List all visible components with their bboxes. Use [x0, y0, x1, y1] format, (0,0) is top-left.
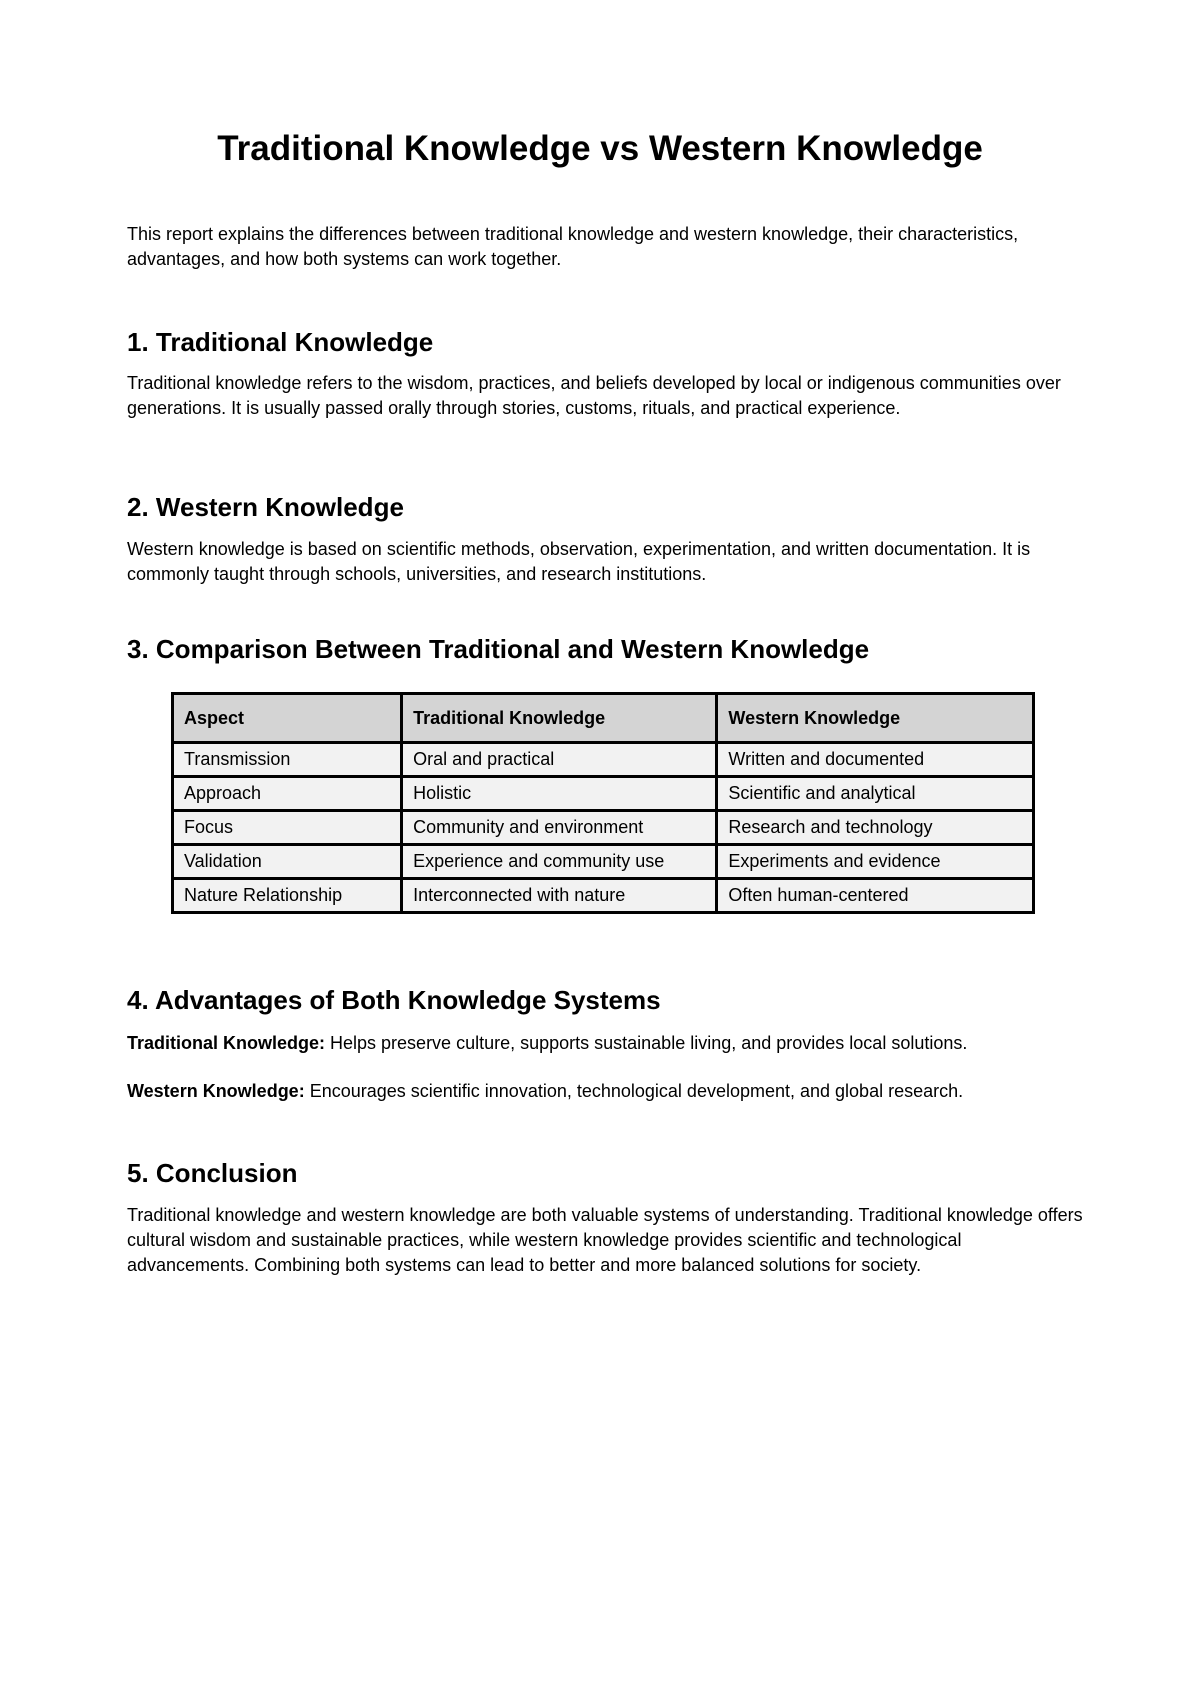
- table-cell: Scientific and analytical: [717, 777, 1034, 811]
- comparison-table: [171, 692, 1035, 914]
- advantage-traditional: [127, 1031, 1107, 1056]
- table-cell: Transmission: [173, 743, 402, 777]
- table-cell: Focus: [173, 811, 402, 845]
- table-cell: Often human-centered: [717, 879, 1034, 913]
- table-header-cell: Western Knowledge: [717, 694, 1034, 743]
- table-header-cell: Traditional Knowledge: [402, 694, 717, 743]
- table-cell: Holistic: [402, 777, 717, 811]
- section-heading-advantages: 4. Advantages of Both Knowledge Systems: [127, 985, 661, 1015]
- section-body-traditional: Traditional knowledge refers to the wisdom, practices, and beliefs developed by local or indigenous communities over generations. It is usually passed orally through stories, customs, rituals, and practical experience.: [127, 373, 1061, 418]
- section-heading-western: 2. Western Knowledge: [127, 492, 404, 522]
- section-heading-traditional: 1. Traditional Knowledge: [127, 327, 434, 357]
- table-header-cell: Aspect: [173, 694, 402, 743]
- section-body-conclusion: Traditional knowledge and western knowledge are both valuable systems of understanding. Traditional knowledge offers cultural wisdom and sustainable practices, while western knowledge provides scientific and technological advancements. Combining both systems can lead to better and more balanced solutions for society.: [127, 1205, 1083, 1275]
- advantage-western: [127, 1079, 1107, 1104]
- table-cell: Research and technology: [717, 811, 1034, 845]
- table-row: [173, 777, 1034, 811]
- table-row: [173, 879, 1034, 913]
- section-heading-conclusion: 5. Conclusion: [127, 1158, 298, 1188]
- advantage-label: Western Knowledge:: [127, 1081, 305, 1101]
- advantage-label: Traditional Knowledge:: [127, 1033, 326, 1053]
- table-row: [173, 845, 1034, 879]
- section-heading-comparison: 3. Comparison Between Traditional and Western Knowledge: [127, 634, 870, 664]
- table-cell: Written and documented: [717, 743, 1034, 777]
- table-cell: Experience and community use: [402, 845, 717, 879]
- table-cell: Community and environment: [402, 811, 717, 845]
- table-cell: Approach: [173, 777, 402, 811]
- table-cell: Oral and practical: [402, 743, 717, 777]
- section-body-western: Western knowledge is based on scientific methods, observation, experimentation, and written documentation. It is commonly taught through schools, universities, and research institutions.: [127, 539, 1031, 584]
- table-row: [173, 811, 1034, 845]
- advantage-text: Helps preserve culture, supports sustainable living, and provides local solutions.: [325, 1033, 968, 1053]
- table-row: [173, 743, 1034, 777]
- table-cell: Interconnected with nature: [402, 879, 717, 913]
- table-header-row: [173, 694, 1034, 743]
- advantage-text: Encourages scientific innovation, technological development, and global research.: [304, 1081, 964, 1101]
- document-title: Traditional Knowledge vs Western Knowledge: [217, 129, 983, 168]
- intro-paragraph: This report explains the differences between traditional knowledge and western knowledge, their characteristics, advantages, and how both systems can work together.: [127, 224, 1019, 269]
- table-cell: Validation: [173, 845, 402, 879]
- table-cell: Experiments and evidence: [717, 845, 1034, 879]
- table-cell: Nature Relationship: [173, 879, 402, 913]
